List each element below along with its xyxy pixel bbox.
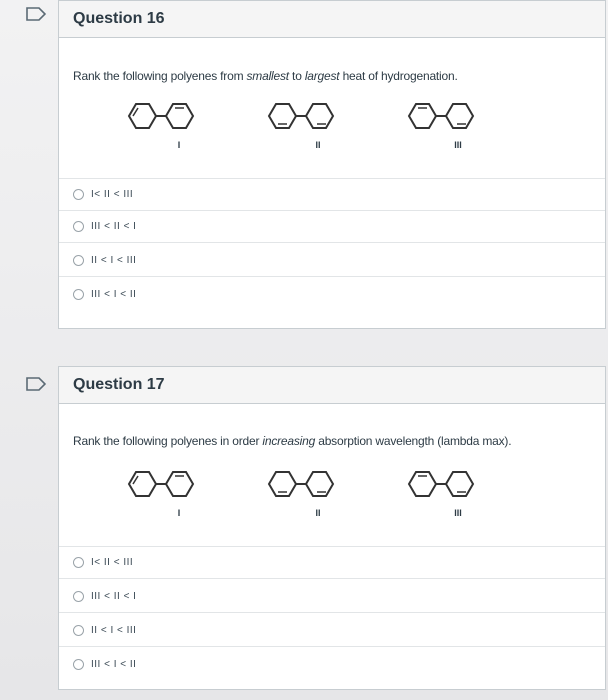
question-prompt bbox=[73, 69, 458, 83]
question-title: Question 17 bbox=[73, 376, 165, 393]
answer-option[interactable] bbox=[73, 218, 136, 234]
question-header bbox=[59, 367, 605, 404]
answer-option[interactable] bbox=[73, 286, 136, 302]
prompt-emphasis: smallest bbox=[246, 69, 289, 83]
answer-label: I< II < III bbox=[91, 188, 134, 200]
answer-label: III < II < I bbox=[91, 220, 137, 232]
molecule-ii bbox=[269, 104, 333, 150]
prompt-text: heat of hydrogenation. bbox=[339, 69, 458, 83]
prompt-text: to bbox=[288, 69, 305, 83]
molecule-label: I bbox=[177, 508, 181, 518]
molecule-i bbox=[129, 104, 193, 150]
molecule-label: I bbox=[177, 140, 181, 150]
molecule-figures bbox=[59, 464, 607, 524]
question-prompt bbox=[73, 434, 511, 448]
flag-icon[interactable] bbox=[26, 7, 46, 21]
answer-label: I< II < III bbox=[91, 556, 134, 568]
answer-divider bbox=[59, 210, 605, 211]
prompt-text: Rank the following polyenes from bbox=[73, 69, 247, 83]
radio-button[interactable] bbox=[73, 289, 84, 300]
molecule-i bbox=[129, 472, 193, 518]
prompt-emphasis: increasing bbox=[262, 434, 316, 448]
answer-divider bbox=[59, 276, 605, 277]
answer-divider bbox=[59, 612, 605, 613]
radio-button[interactable] bbox=[73, 189, 84, 200]
molecule-label: II bbox=[315, 508, 321, 518]
molecule-iii bbox=[409, 472, 473, 518]
radio-button[interactable] bbox=[73, 591, 84, 602]
molecule-label: III bbox=[454, 140, 462, 150]
radio-button[interactable] bbox=[73, 659, 84, 670]
prompt-emphasis: largest bbox=[304, 69, 340, 83]
answer-option[interactable] bbox=[73, 554, 133, 570]
question-title: Question 16 bbox=[73, 10, 165, 27]
answer-option[interactable] bbox=[73, 252, 136, 268]
prompt-text: Rank the following polyenes in order bbox=[73, 434, 263, 448]
radio-button[interactable] bbox=[73, 255, 84, 266]
radio-button[interactable] bbox=[73, 557, 84, 568]
radio-button[interactable] bbox=[73, 625, 84, 636]
answer-divider bbox=[59, 242, 605, 243]
answer-label: III < II < I bbox=[91, 590, 137, 602]
answer-option[interactable] bbox=[73, 656, 136, 672]
molecule-ii bbox=[269, 472, 333, 518]
answer-divider bbox=[59, 578, 605, 579]
answer-label: III < I < II bbox=[91, 658, 137, 670]
question-17 bbox=[58, 366, 606, 690]
question-16 bbox=[58, 0, 606, 329]
answer-label: II < I < III bbox=[91, 624, 137, 636]
radio-button[interactable] bbox=[73, 221, 84, 232]
prompt-text: absorption wavelength (lambda max). bbox=[315, 434, 512, 448]
molecule-label: II bbox=[315, 140, 321, 150]
question-header bbox=[59, 1, 605, 38]
answer-option[interactable] bbox=[73, 186, 133, 202]
answer-divider bbox=[59, 646, 605, 647]
molecule-figures bbox=[59, 96, 607, 156]
answer-divider bbox=[59, 546, 605, 547]
answer-option[interactable] bbox=[73, 588, 136, 604]
answer-label: III < I < II bbox=[91, 288, 137, 300]
answer-divider bbox=[59, 178, 605, 179]
molecule-iii bbox=[409, 104, 473, 150]
molecule-label: III bbox=[454, 508, 462, 518]
flag-icon[interactable] bbox=[26, 377, 46, 391]
answer-label: II < I < III bbox=[91, 254, 137, 266]
answer-option[interactable] bbox=[73, 622, 136, 638]
